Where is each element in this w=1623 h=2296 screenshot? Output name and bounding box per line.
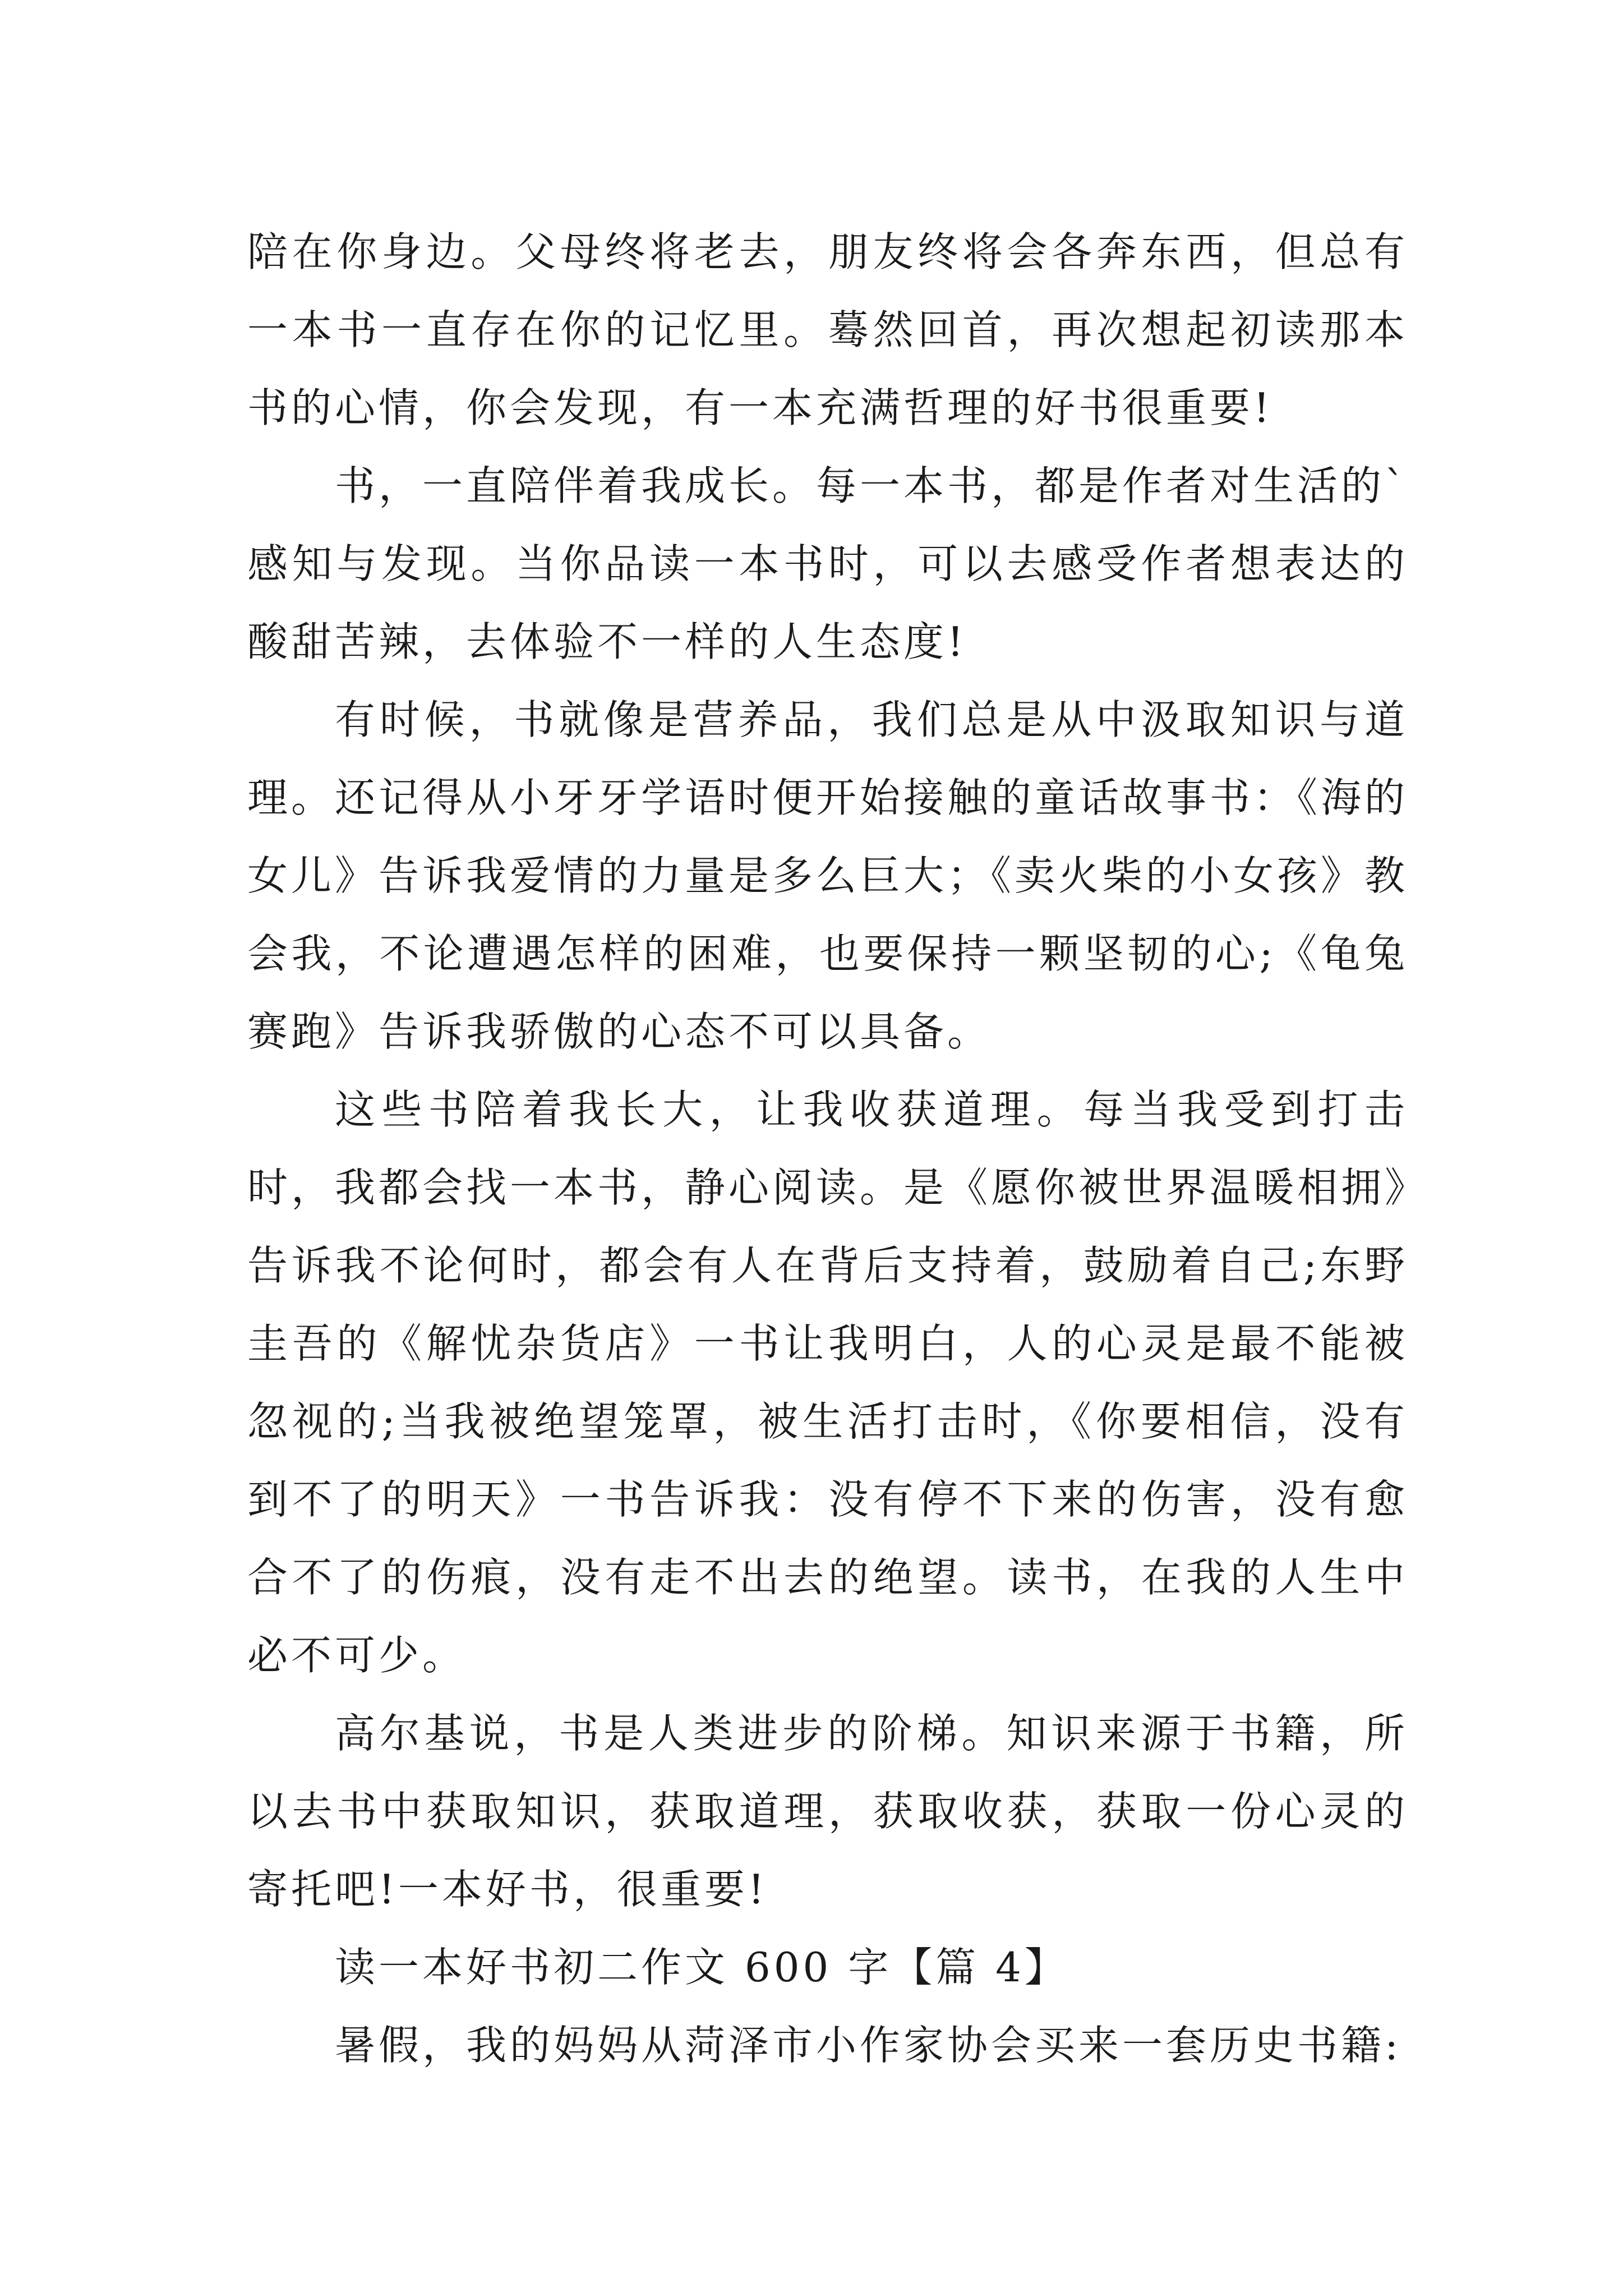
- paragraph-3: 有时候，书就像是营养品，我们总是从中汲取知识与道理。还记得从小牙牙学语时便开始接触的童话故事书：《海的女儿》告诉我爱情的力量是多么巨大；《卖火柴的小女孩》教会我，不论遭遇怎样的困难，也要保持一颗坚韧的心;《龟兔赛跑》告诉我骄傲的心态不可以具备。: [247, 696, 1409, 1055]
- essay-body: [247, 213, 1408, 2085]
- paragraph-2: 书，一直陪伴着我成长。每一本书，都是作者对生活的`感知与发现。当你品读一本书时，可以去感受作者想表达的酸甜苦辣，去体验不一样的人生态度!: [247, 462, 1409, 665]
- paragraph-5: 高尔基说，书是人类进步的阶梯。知识来源于书籍，所以去书中获取知识，获取道理，获取收获，获取一份心灵的寄托吧!一本好书，很重要!: [247, 1710, 1408, 1913]
- paragraph-1: 陪在你身边。父母终将老去，朋友终将会各奔东西，但总有一本书一直存在你的记忆里。蓦然回首，再次想起初读那本书的心情，你会发现，有一本充满哲理的好书很重要!: [247, 228, 1408, 431]
- paragraph-4: 这些书陪着我长大，让我收获道理。每当我受到打击时，我都会找一本书，静心阅读。是《愿你被世界温暖相拥》告诉我不论何时，都会有人在背后支持着，鼓励着自己;东野圭吾的《解忧杂货店》一书让我明白，人的心灵是最不能被忽视的;当我被绝望笼罩，被生活打击时，《你要相信，没有到不了的明天》一书告诉我：没有停不下来的伤害，没有愈合不了的伤痕，没有走不出去的绝望。读书，在我的人生中必不可少。: [247, 1086, 1409, 1679]
- section-heading: 读一本好书初二作文 600 字【篇 4】: [335, 1944, 1068, 1991]
- paragraph-6: 暑假，我的妈妈从菏泽市小作家协会买来一套历史书籍:: [335, 2022, 1402, 2069]
